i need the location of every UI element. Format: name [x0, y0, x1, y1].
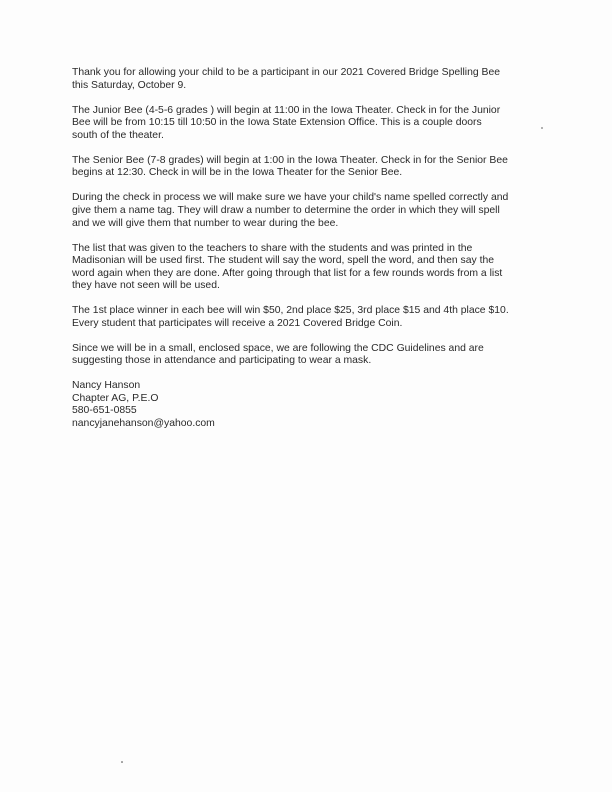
signature-chapter: Chapter AG, P.E.O — [72, 392, 159, 404]
text-line: The Junior Bee (4-5-6 grades ) will begin at 11:00 in the Iowa Theater. Check in for the Junior — [72, 104, 501, 116]
text-line: give them a name tag. They will draw a number to determine the order in which they will spell — [72, 204, 500, 216]
text-line: suggesting those in attendance and participating to wear a mask. — [72, 355, 372, 367]
text-line: they have not seen will be used. — [72, 280, 220, 292]
letter-body — [72, 67, 552, 442]
text-line: Every student that participates will receive a 2021 Covered Bridge Coin. — [72, 317, 403, 329]
text-line: and we will give them that number to wear during the bee. — [72, 217, 339, 229]
text-line: The list that was given to the teachers to share with the students and was printed in the — [72, 242, 473, 254]
signature-phone: 580-651-0855 — [72, 405, 137, 417]
paragraph-intro — [72, 67, 552, 92]
text-line: this Saturday, October 9. — [72, 79, 187, 91]
text-line: Bee will be from 10:15 till 10:50 in the Iowa State Extension Office. This is a couple doors — [72, 117, 482, 129]
paragraph-prizes — [72, 305, 552, 330]
scan-speck — [541, 127, 543, 129]
text-line: south of the theater. — [72, 129, 164, 141]
paragraph-senior-bee — [72, 155, 552, 180]
text-line: The 1st place winner in each bee will win $50, 2nd place $25, 3rd place $15 and 4th place $10. — [72, 305, 509, 317]
text-line: Since we will be in a small, enclosed space, we are following the CDC Guidelines and are — [72, 342, 484, 354]
text-line: The Senior Bee (7-8 grades) will begin at 1:00 in the Iowa Theater. Check in for the Senior Bee — [72, 154, 508, 166]
paragraph-check-in — [72, 192, 552, 230]
signature-email: nancyjanehanson@yahoo.com — [72, 417, 215, 429]
scan-speck — [121, 761, 123, 763]
signature-name: Nancy Hanson — [72, 380, 141, 392]
text-line: Thank you for allowing your child to be a participant in our 2021 Covered Bridge Spelling Bee — [72, 67, 501, 78]
paragraph-junior-bee — [72, 105, 552, 143]
paragraph-word-list — [72, 243, 552, 293]
text-line: word again when they are done. After going through that list for a few rounds words from a list — [72, 267, 503, 279]
text-line: begins at 12:30. Check in will be in the Iowa Theater for the Senior Bee. — [72, 167, 403, 179]
signature-block — [72, 380, 552, 430]
text-line: Madisonian will be used first. The student will say the word, spell the word, and then say the — [72, 255, 495, 267]
paragraph-cdc-guidelines — [72, 343, 552, 368]
text-line: During the check in process we will make sure we have your child's name spelled correctly and — [72, 192, 509, 204]
